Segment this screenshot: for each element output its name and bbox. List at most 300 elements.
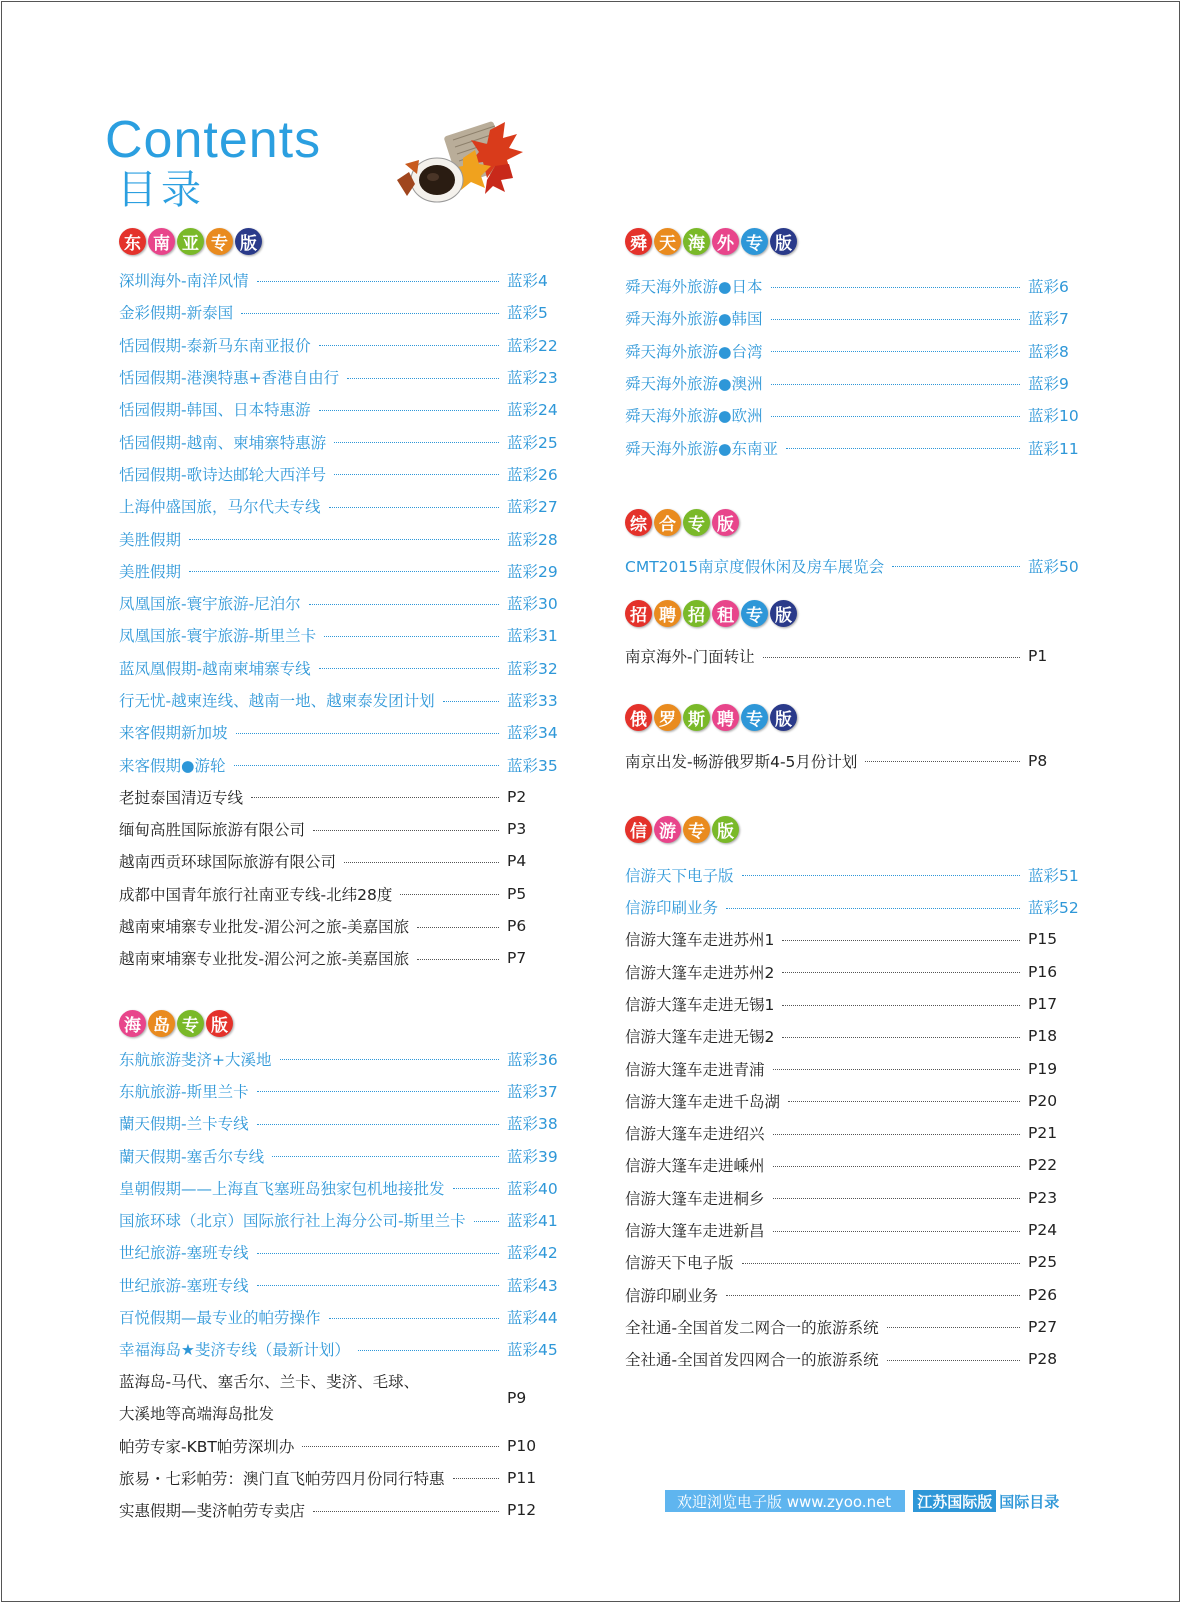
dotted-leader <box>236 733 499 734</box>
dotted-leader <box>786 448 1020 449</box>
right-column <box>625 226 1080 1375</box>
entry-page: 蓝彩39 <box>507 1147 558 1166</box>
footer-welcome[interactable]: 欢迎浏览电子版 www.zyoo.net <box>665 1490 905 1512</box>
list-item[interactable] <box>119 1494 559 1526</box>
islands-list <box>119 1043 559 1366</box>
entry-title: 信游大篷车走进青浦 <box>625 1060 765 1079</box>
list-item[interactable] <box>119 393 559 425</box>
entry-page: P10 <box>507 1436 537 1455</box>
section-title-char: 天 <box>654 228 681 255</box>
entry-page: 蓝彩52 <box>1028 899 1079 918</box>
dotted-leader <box>763 657 1020 658</box>
entry-page: 蓝彩45 <box>507 1341 558 1360</box>
section-title-char: 版 <box>770 600 797 627</box>
dotted-leader <box>400 894 499 895</box>
entry-page: 蓝彩24 <box>507 401 558 420</box>
list-item[interactable] <box>119 748 559 780</box>
entry-title: 深圳海外-南洋风情 <box>119 272 249 291</box>
entry-title: 舜天海外旅游●日本 <box>625 278 763 297</box>
dotted-leader <box>453 1188 499 1189</box>
entry-title: 旅易・七彩帕劳：澳门直飞帕劳四月份同行特惠 <box>119 1469 445 1488</box>
list-item[interactable] <box>119 329 559 361</box>
section-title-char: 外 <box>712 228 739 255</box>
entry-title: 越南柬埔寨专业批发-湄公河之旅-美嘉国旅 <box>119 918 410 937</box>
dotted-leader <box>742 1263 1020 1264</box>
section-title-southeast-asia <box>119 226 559 256</box>
section-comprehensive <box>625 508 1080 550</box>
dotted-leader <box>782 1037 1020 1038</box>
list-item[interactable] <box>119 813 559 845</box>
section-xinyou <box>625 815 1080 859</box>
entry-title: 信游大篷车走进千岛湖 <box>625 1092 781 1111</box>
list-item[interactable] <box>625 1279 1080 1311</box>
entry-page: P19 <box>1028 1059 1058 1078</box>
entry-title: 国旅环球（北京）国际旅行社上海分公司-斯里兰卡 <box>119 1212 466 1231</box>
entry-title: 信游天下电子版 <box>625 1254 734 1273</box>
dotted-leader <box>334 442 499 443</box>
list-item[interactable] <box>625 744 1080 776</box>
dotted-leader <box>771 319 1020 320</box>
section-title-char: 专 <box>206 228 233 255</box>
dotted-leader <box>474 1221 499 1222</box>
entry-page: P15 <box>1028 930 1058 949</box>
list-item[interactable] <box>119 878 559 910</box>
entry-page: 蓝彩31 <box>507 627 558 646</box>
dotted-leader <box>887 1360 1020 1361</box>
list-item[interactable] <box>119 458 559 490</box>
entry-title: 幸福海岛★斐济专线（最新计划） <box>119 1341 350 1360</box>
dotted-leader <box>234 765 499 766</box>
section-title-char: 招 <box>625 600 652 627</box>
section-title-char: 罗 <box>654 704 681 731</box>
dotted-leader <box>773 1166 1020 1167</box>
list-item[interactable] <box>119 1075 559 1107</box>
list-item[interactable] <box>119 1172 559 1204</box>
dotted-leader <box>309 604 499 605</box>
list-item[interactable] <box>625 431 1080 463</box>
entry-title: 全社通-全国首发四网合一的旅游系统 <box>625 1351 879 1370</box>
section-title-char: 专 <box>741 228 768 255</box>
list-item[interactable] <box>625 640 1080 672</box>
entry-page: 蓝彩33 <box>507 692 558 710</box>
entry-page: 蓝彩34 <box>507 724 558 743</box>
dotted-leader <box>251 797 499 798</box>
list-item[interactable] <box>625 270 1080 302</box>
dotted-leader <box>280 1059 500 1060</box>
entry-page: P17 <box>1028 995 1058 1013</box>
dotted-leader <box>453 1478 499 1479</box>
entry-page: 蓝彩35 <box>507 756 558 775</box>
entry-title: 东航旅游斐济+大溪地 <box>119 1050 272 1069</box>
entry-page: 蓝彩6 <box>1028 278 1069 297</box>
list-item[interactable] <box>119 1301 559 1333</box>
dotted-leader <box>892 566 1020 567</box>
section-title-char: 聘 <box>654 600 681 627</box>
southeast-asia-list <box>119 264 559 975</box>
entry-title: 越南西贡环球国际旅游有限公司 <box>119 853 337 872</box>
entry-title: 蘭天假期-塞舌尔专线 <box>119 1147 265 1166</box>
dotted-leader <box>771 384 1020 385</box>
dotted-leader <box>887 1327 1020 1328</box>
dotted-leader <box>417 959 499 960</box>
list-item[interactable] <box>119 1333 559 1365</box>
dotted-leader <box>257 1285 499 1286</box>
entry-title: 凤凰国旅-寰宇旅游-斯里兰卡 <box>119 627 317 646</box>
entry-page: P18 <box>1028 1027 1058 1046</box>
entry-page: P1 <box>1028 647 1048 666</box>
entry-page: P25 <box>1028 1253 1058 1272</box>
section-title-char: 版 <box>770 704 797 731</box>
section-islands <box>119 1009 559 1043</box>
list-item[interactable] <box>119 910 559 942</box>
entry-title: 南京出发-畅游俄罗斯4-5月份计划 <box>625 752 858 771</box>
section-title-russia <box>625 702 1080 732</box>
entry-page: 蓝彩8 <box>1028 342 1069 361</box>
entry-page: P5 <box>507 884 527 903</box>
list-item[interactable] <box>625 1343 1080 1375</box>
entry-title: 舜天海外旅游●欧洲 <box>625 407 763 426</box>
list-item[interactable] <box>119 684 559 716</box>
dotted-leader <box>771 351 1020 352</box>
entry-page: P11 <box>507 1468 537 1487</box>
section-title-char: 合 <box>654 509 681 536</box>
xinyou-list <box>625 859 1080 1376</box>
section-title-char: 版 <box>712 816 739 843</box>
section-title-xinyou <box>625 815 1080 845</box>
list-item[interactable] <box>625 302 1080 334</box>
coffee-leaves-illustration <box>395 120 535 210</box>
entry-title: 恬园假期-歌诗达邮轮大西洋号 <box>119 465 327 484</box>
entry-page: P4 <box>507 852 527 871</box>
list-item[interactable] <box>119 1107 559 1139</box>
dotted-leader <box>773 1198 1020 1199</box>
entry-page: 蓝彩51 <box>1028 866 1079 885</box>
entry-page: 蓝彩9 <box>1028 375 1069 394</box>
contents-header <box>105 112 321 212</box>
entry-title: 信游大篷车走进嵊州 <box>625 1157 765 1176</box>
section-title-comprehensive <box>625 508 1080 538</box>
section-title-char: 专 <box>741 600 768 627</box>
entry-title: 行无忧-越柬连线、越南一地、越柬泰发团计划 <box>119 692 435 710</box>
entry-title: 信游大篷车走进苏州1 <box>625 931 775 950</box>
footer-section: 国际目录 <box>999 1492 1060 1511</box>
list-item[interactable] <box>625 399 1080 431</box>
entry-title: 舜天海外旅游●澳洲 <box>625 375 763 394</box>
dotted-leader <box>782 940 1020 941</box>
section-title-char: 专 <box>741 704 768 731</box>
entry-page: P27 <box>1028 1317 1058 1336</box>
entry-page: 蓝彩42 <box>507 1244 558 1263</box>
list-item[interactable] <box>625 891 1080 923</box>
entry-title: 信游大篷车走进苏州2 <box>625 963 775 982</box>
entry-title: 信游印刷业务 <box>625 899 719 918</box>
entry-page: P21 <box>1028 1124 1058 1143</box>
dotted-leader <box>771 416 1020 417</box>
list-item[interactable] <box>119 587 559 619</box>
entry-title: 恬园假期-泰新马东南亚报价 <box>119 336 311 355</box>
list-item[interactable] <box>119 619 559 651</box>
list-item[interactable] <box>119 425 559 457</box>
list-item[interactable] <box>119 845 559 877</box>
list-item[interactable] <box>119 1269 559 1301</box>
section-title-char: 综 <box>625 509 652 536</box>
section-russia <box>625 702 1080 744</box>
dotted-leader <box>358 1350 499 1351</box>
entry-title: 信游大篷车走进无锡1 <box>625 996 775 1014</box>
entry-title: 帕劳专家-KBT帕劳深圳办 <box>119 1437 295 1456</box>
section-title-char: 亚 <box>177 228 204 255</box>
entry-title: 信游大篷车走进无锡2 <box>625 1028 775 1047</box>
dotted-leader <box>189 539 499 540</box>
dotted-leader <box>257 1124 499 1125</box>
entry-page: 蓝彩22 <box>507 336 558 355</box>
list-item[interactable] <box>119 781 559 813</box>
dotted-leader <box>313 1511 499 1512</box>
entry-page: P28 <box>1028 1350 1058 1369</box>
entry-title: 蘭天假期-兰卡专线 <box>119 1115 249 1134</box>
dotted-leader <box>272 1156 499 1157</box>
dotted-leader <box>443 701 499 702</box>
footer-bar <box>665 1490 1062 1512</box>
list-item[interactable] <box>625 923 1080 955</box>
entry-title: 舜天海外旅游●台湾 <box>625 342 763 361</box>
list-item[interactable] <box>119 1366 559 1430</box>
entry-page: 蓝彩43 <box>507 1276 558 1295</box>
entry-page: P26 <box>1028 1285 1058 1304</box>
entry-title: 老挝泰国清迈专线 <box>119 788 244 807</box>
dotted-leader <box>313 830 499 831</box>
entry-page: 蓝彩10 <box>1028 407 1079 426</box>
entry-page: P8 <box>1028 751 1048 770</box>
entry-page: P9 <box>507 1388 527 1407</box>
list-item[interactable] <box>119 942 559 974</box>
entry-page: 蓝彩30 <box>507 595 558 614</box>
russia-list <box>625 744 1080 776</box>
dotted-leader <box>726 908 1020 909</box>
entry-page: P2 <box>507 787 527 806</box>
entry-title: 皇朝假期——上海直飞塞班岛独家包机地接批发 <box>119 1179 445 1198</box>
list-item[interactable] <box>119 264 559 296</box>
dotted-leader <box>347 378 499 379</box>
dotted-leader <box>788 1101 1020 1102</box>
entry-page: P16 <box>1028 962 1058 981</box>
islands-list-more <box>119 1430 559 1527</box>
dotted-leader <box>726 1295 1020 1296</box>
list-item[interactable] <box>625 1020 1080 1052</box>
dotted-leader <box>257 1253 499 1254</box>
list-item[interactable] <box>625 1117 1080 1149</box>
section-title-char: 专 <box>683 509 710 536</box>
dotted-leader <box>329 1318 499 1319</box>
entry-title: 百悦假期—最专业的帕劳操作 <box>119 1309 321 1328</box>
section-title-char: 版 <box>206 1010 233 1037</box>
section-title-char: 游 <box>654 816 681 843</box>
entry-title: CMT2015南京度假休闲及房车展览会 <box>625 557 885 576</box>
section-title-char: 岛 <box>148 1010 175 1037</box>
entry-title: 蓝凤凰假期-越南柬埔寨专线 <box>119 659 311 678</box>
list-item[interactable] <box>119 522 559 554</box>
dotted-leader <box>782 1005 1020 1006</box>
dotted-leader <box>329 507 499 508</box>
dotted-leader <box>189 571 499 572</box>
title-english: Contents <box>105 111 322 169</box>
list-item[interactable] <box>625 335 1080 367</box>
section-title-char: 信 <box>625 816 652 843</box>
section-title-char: 版 <box>235 228 262 255</box>
left-column <box>119 226 559 1526</box>
section-shuntian-overseas <box>625 226 1080 270</box>
list-item[interactable] <box>119 1043 559 1075</box>
entry-title: 世纪旅游-塞班专线 <box>119 1276 249 1295</box>
section-title-char: 舜 <box>625 228 652 255</box>
section-title-shuntian-overseas <box>625 226 1080 256</box>
entry-page: P20 <box>1028 1091 1058 1110</box>
dotted-leader <box>257 281 499 282</box>
entry-page: 蓝彩25 <box>507 433 558 452</box>
entry-page: 蓝彩28 <box>507 530 558 549</box>
list-item[interactable] <box>119 296 559 328</box>
entry-page: 蓝彩38 <box>507 1115 558 1134</box>
dotted-leader <box>319 668 499 669</box>
entry-page: 蓝彩36 <box>507 1050 558 1069</box>
entry-page: P22 <box>1028 1156 1058 1175</box>
dotted-leader <box>865 761 1020 762</box>
footer-edition: 江苏国际版 <box>913 1490 996 1512</box>
list-item[interactable] <box>625 1214 1080 1246</box>
entry-page: 蓝彩7 <box>1028 310 1069 329</box>
section-title-char: 专 <box>177 1010 204 1037</box>
entry-title: 全社通-全国首发二网合一的旅游系统 <box>625 1318 879 1337</box>
entry-title: 信游天下电子版 <box>625 866 734 885</box>
dotted-leader <box>334 474 499 475</box>
list-item[interactable] <box>119 555 559 587</box>
shuntian-list <box>625 270 1080 464</box>
entry-title-line1: 蓝海岛-马代、塞舌尔、兰卡、斐济、毛球、 <box>119 1372 420 1391</box>
entry-title: 恬园假期-港澳特惠+香港自由行 <box>119 369 340 388</box>
list-item[interactable] <box>625 1182 1080 1214</box>
list-item[interactable] <box>625 956 1080 988</box>
list-item[interactable] <box>625 1311 1080 1343</box>
entry-title: 凤凰国旅-寰宇旅游-尼泊尔 <box>119 595 301 614</box>
entry-title: 信游大篷车走进绍兴 <box>625 1125 765 1144</box>
list-item[interactable] <box>625 550 1080 582</box>
entry-title: 美胜假期 <box>119 530 182 549</box>
entry-page: 蓝彩44 <box>507 1309 558 1328</box>
list-item[interactable] <box>625 1149 1080 1181</box>
entry-page: 蓝彩11 <box>1028 439 1079 458</box>
entry-page: P24 <box>1028 1221 1058 1240</box>
entry-page: 蓝彩32 <box>507 659 558 678</box>
entry-page: 蓝彩41 <box>507 1212 558 1231</box>
section-title-char: 招 <box>683 600 710 627</box>
entry-page: 蓝彩5 <box>507 304 548 323</box>
list-item[interactable] <box>119 716 559 748</box>
section-title-char: 斯 <box>683 704 710 731</box>
section-recruitment <box>625 598 1080 640</box>
list-item[interactable] <box>119 1204 559 1236</box>
entry-title: 舜天海外旅游●韩国 <box>625 310 763 329</box>
list-item[interactable] <box>119 361 559 393</box>
entry-title: 信游印刷业务 <box>625 1286 719 1305</box>
section-title-char: 东 <box>119 228 146 255</box>
list-item[interactable] <box>625 1246 1080 1278</box>
entry-title: 缅甸高胜国际旅游有限公司 <box>119 821 306 840</box>
recruitment-list <box>625 640 1080 672</box>
entry-title: 舜天海外旅游●东南亚 <box>625 439 779 458</box>
list-item[interactable] <box>119 1430 559 1462</box>
entry-title: 越南柬埔寨专业批发-湄公河之旅-美嘉国旅 <box>119 950 410 969</box>
entry-page: P12 <box>507 1501 537 1520</box>
list-item[interactable] <box>119 490 559 522</box>
entry-title: 恬园假期-韩国、日本特惠游 <box>119 401 311 420</box>
dotted-leader <box>324 636 499 637</box>
entry-page: 蓝彩50 <box>1028 557 1079 576</box>
entry-page: P6 <box>507 917 527 936</box>
section-title-char: 版 <box>770 228 797 255</box>
list-item[interactable] <box>119 652 559 684</box>
list-item[interactable] <box>119 1139 559 1171</box>
list-item[interactable] <box>625 1085 1080 1117</box>
entry-page: P7 <box>507 949 527 968</box>
entry-title: 金彩假期-新泰国 <box>119 304 234 323</box>
dotted-leader <box>417 927 499 928</box>
section-title-char: 俄 <box>625 704 652 731</box>
dotted-leader <box>241 313 499 314</box>
entry-title: 美胜假期 <box>119 562 182 581</box>
section-southeast-asia <box>119 226 559 264</box>
entry-page: 蓝彩27 <box>507 498 558 517</box>
section-title-char: 租 <box>712 600 739 627</box>
list-item[interactable] <box>625 1052 1080 1084</box>
list-item[interactable] <box>625 367 1080 399</box>
entry-title: 来客假期新加坡 <box>119 724 228 743</box>
entry-title: 南京海外-门面转让 <box>625 648 755 667</box>
section-title-char: 版 <box>712 509 739 536</box>
entry-title: 世纪旅游-塞班专线 <box>119 1244 249 1263</box>
dotted-leader <box>773 1069 1020 1070</box>
entry-page: 蓝彩26 <box>507 465 558 484</box>
section-title-char: 专 <box>683 816 710 843</box>
entry-page: 蓝彩37 <box>507 1082 558 1101</box>
list-item[interactable] <box>119 1462 559 1494</box>
comprehensive-list <box>625 550 1080 582</box>
entry-title: 信游大篷车走进桐乡 <box>625 1189 765 1208</box>
title-chinese: 目录 <box>117 167 205 213</box>
entry-page: 蓝彩40 <box>507 1179 558 1198</box>
entry-page: P23 <box>1028 1188 1058 1207</box>
list-item[interactable] <box>625 988 1080 1020</box>
section-title-char: 聘 <box>712 704 739 731</box>
entry-page: 蓝彩29 <box>507 562 558 581</box>
dotted-leader <box>302 1446 499 1447</box>
list-item[interactable] <box>625 859 1080 891</box>
section-title-char: 海 <box>119 1010 146 1037</box>
entry-title: 东航旅游-斯里兰卡 <box>119 1082 249 1101</box>
list-item[interactable] <box>119 1236 559 1268</box>
entry-title: 来客假期●游轮 <box>119 756 226 775</box>
dotted-leader <box>344 862 499 863</box>
dotted-leader <box>773 1231 1020 1232</box>
dotted-leader <box>773 1134 1020 1135</box>
dotted-leader <box>319 410 499 411</box>
section-title-char: 南 <box>148 228 175 255</box>
entry-page: P3 <box>507 820 527 839</box>
entry-title: 上海仲盛国旅，马尔代夫专线 <box>119 498 321 517</box>
dotted-leader <box>257 1091 499 1092</box>
section-title-islands <box>119 1009 559 1039</box>
dotted-leader <box>319 345 499 346</box>
entry-title: 实惠假期—斐济帕劳专卖店 <box>119 1502 306 1521</box>
